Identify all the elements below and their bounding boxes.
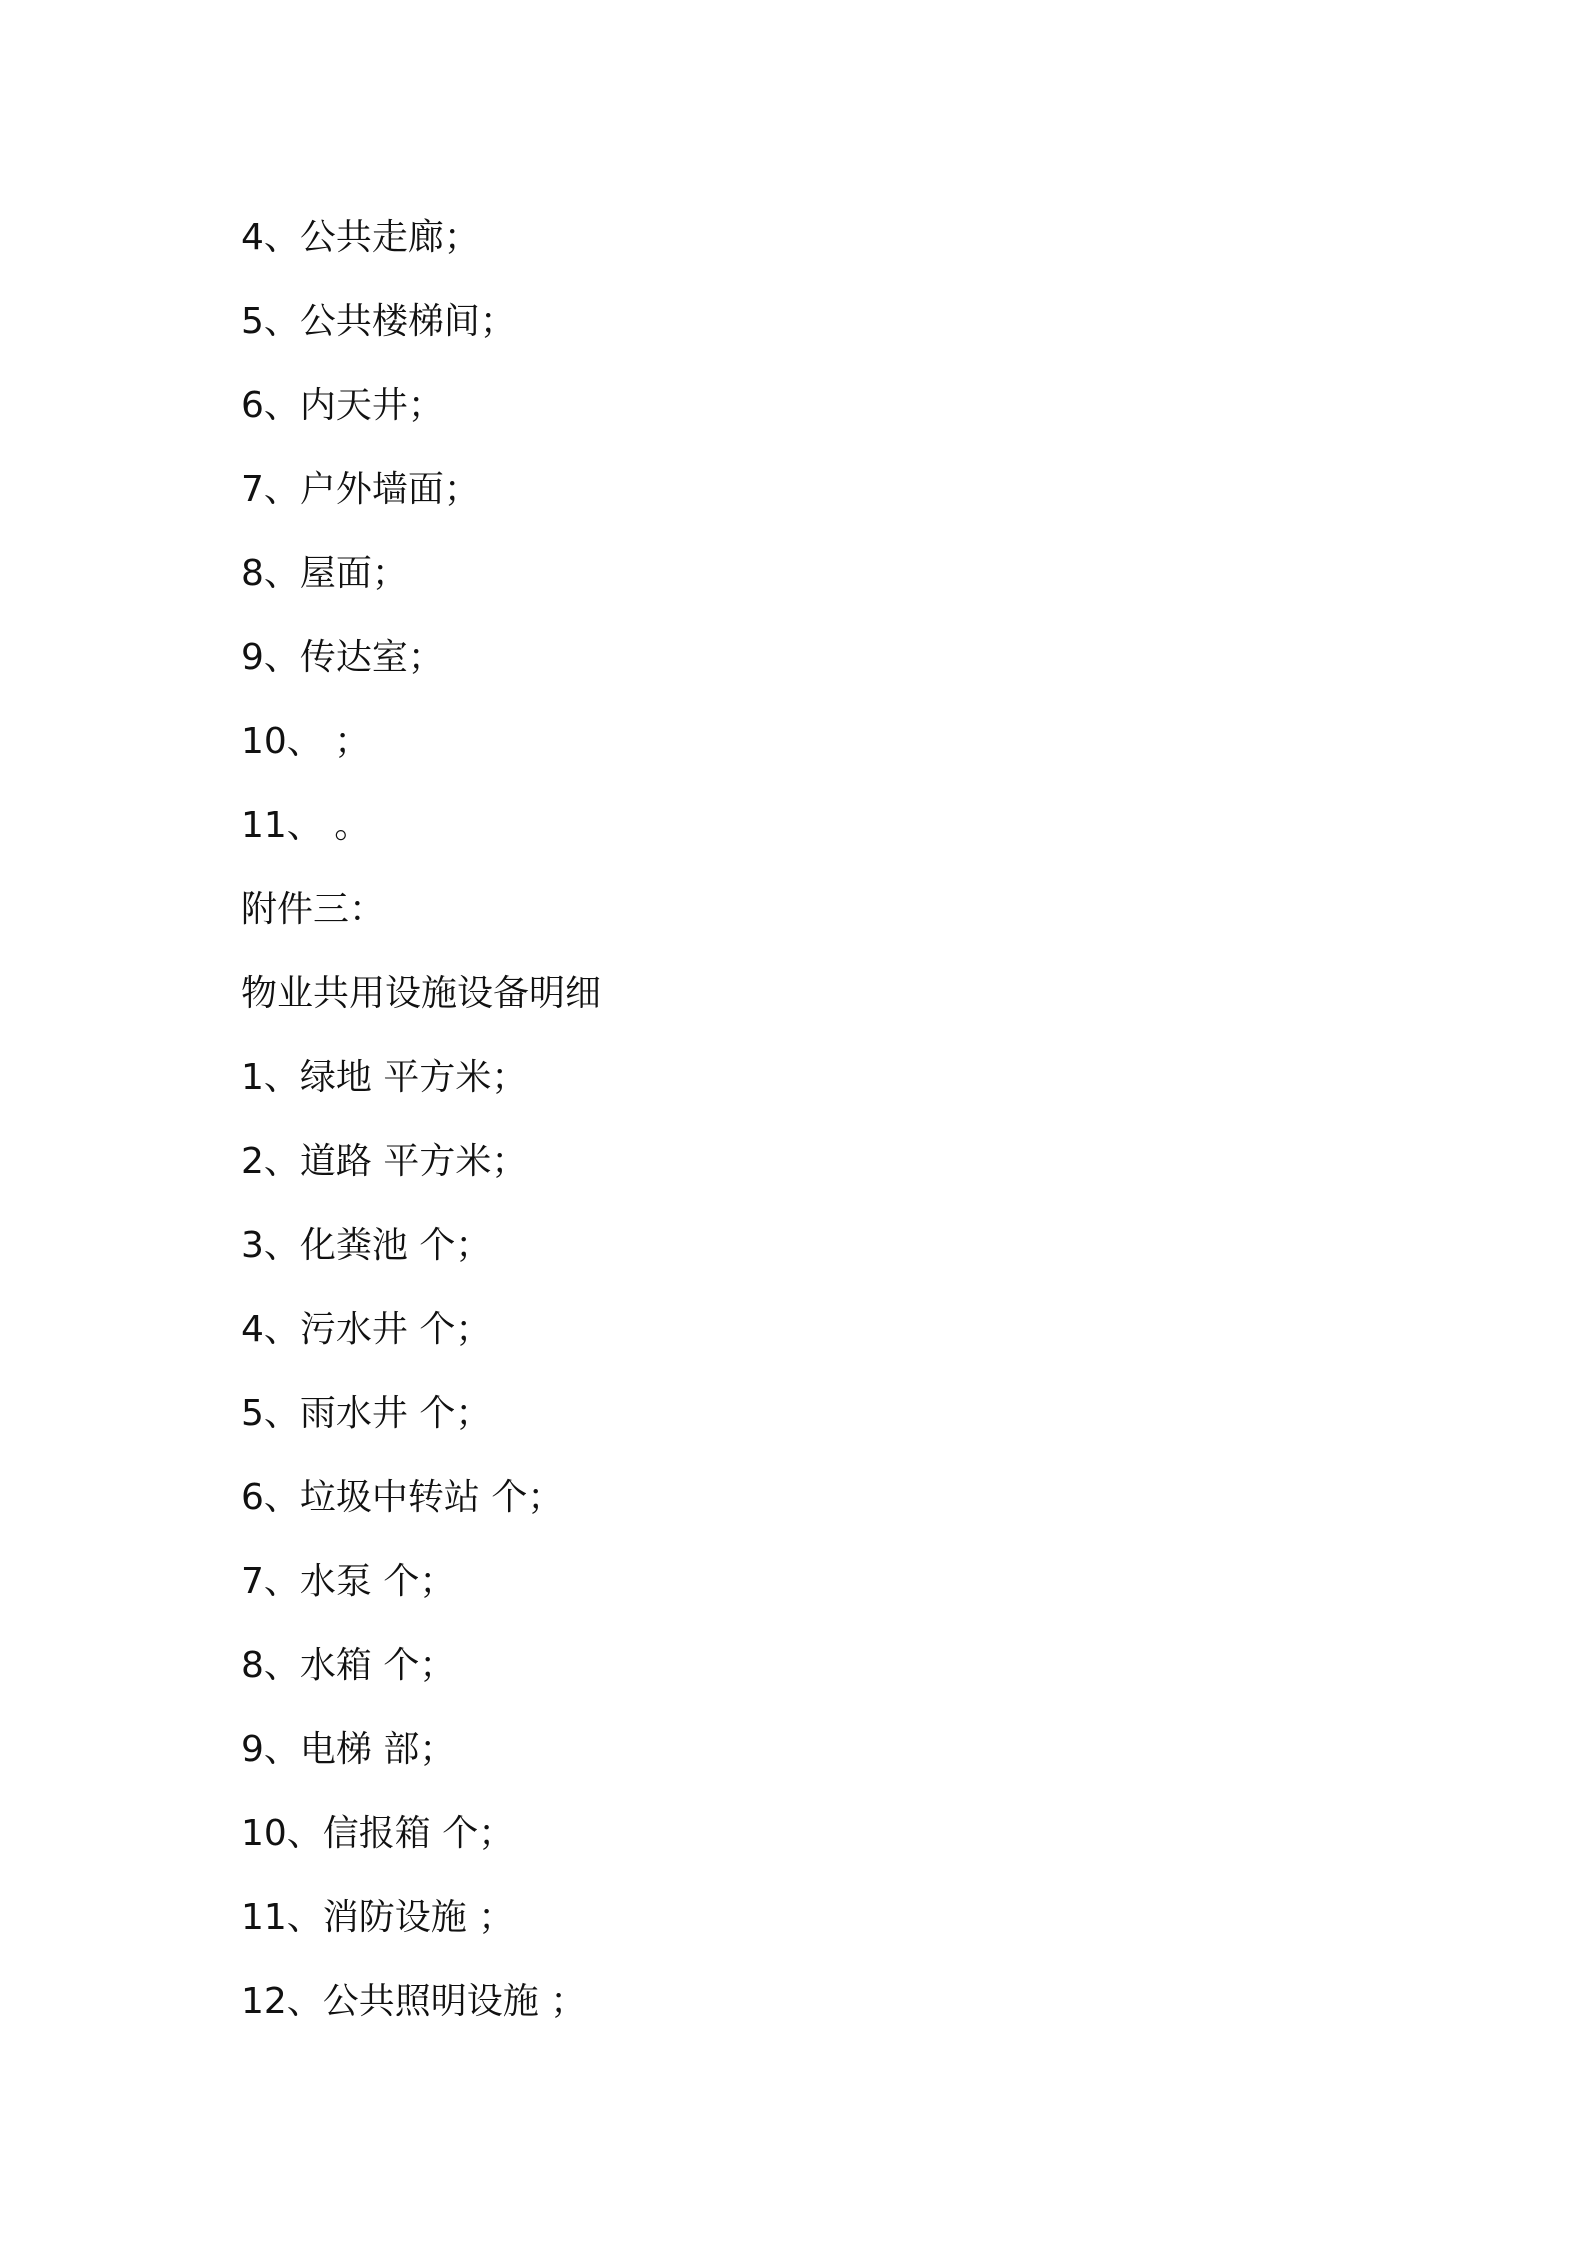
- list-item-garbage-station: 6、垃圾中转站 个；: [241, 1477, 564, 1518]
- attachment-heading: 附件三：: [241, 889, 386, 930]
- list-item-inner-courtyard: 6、内天井；: [241, 385, 444, 426]
- list-item-roof: 8、屋面；: [241, 553, 408, 594]
- document-body: [241, 196, 1341, 2044]
- list-item-roads: 2、道路 平方米；: [241, 1141, 528, 1182]
- list-item-blank-11: 11、 。: [241, 805, 371, 846]
- list-item-fire-facilities: 11、消防设施 ；: [241, 1897, 515, 1938]
- list-item-blank-10: 10、 ；: [241, 721, 371, 762]
- list-item-septic-tank: 3、化粪池 个；: [241, 1225, 492, 1266]
- list-item-elevator: 9、电梯 部；: [241, 1729, 456, 1770]
- list-item-reception-room: 9、传达室；: [241, 637, 444, 678]
- list-item-water-tank: 8、水箱 个；: [241, 1645, 456, 1686]
- list-item-common-corridor: 4、公共走廊；: [241, 217, 480, 258]
- list-item-mailbox: 10、信报箱 个；: [241, 1813, 515, 1854]
- list-item-water-pump: 7、水泵 个；: [241, 1561, 456, 1602]
- list-item-exterior-wall: 7、户外墙面；: [241, 469, 480, 510]
- list-item-public-lighting: 12、公共照明设施 ；: [241, 1981, 587, 2022]
- list-item-sewage-well: 4、污水井 个；: [241, 1309, 492, 1350]
- list-item-green-space: 1、绿地 平方米；: [241, 1057, 528, 1098]
- section-title: 物业共用设施设备明细: [241, 973, 602, 1014]
- list-item-common-stairwell: 5、公共楼梯间；: [241, 301, 516, 342]
- list-item-rainwater-well: 5、雨水井 个；: [241, 1393, 492, 1434]
